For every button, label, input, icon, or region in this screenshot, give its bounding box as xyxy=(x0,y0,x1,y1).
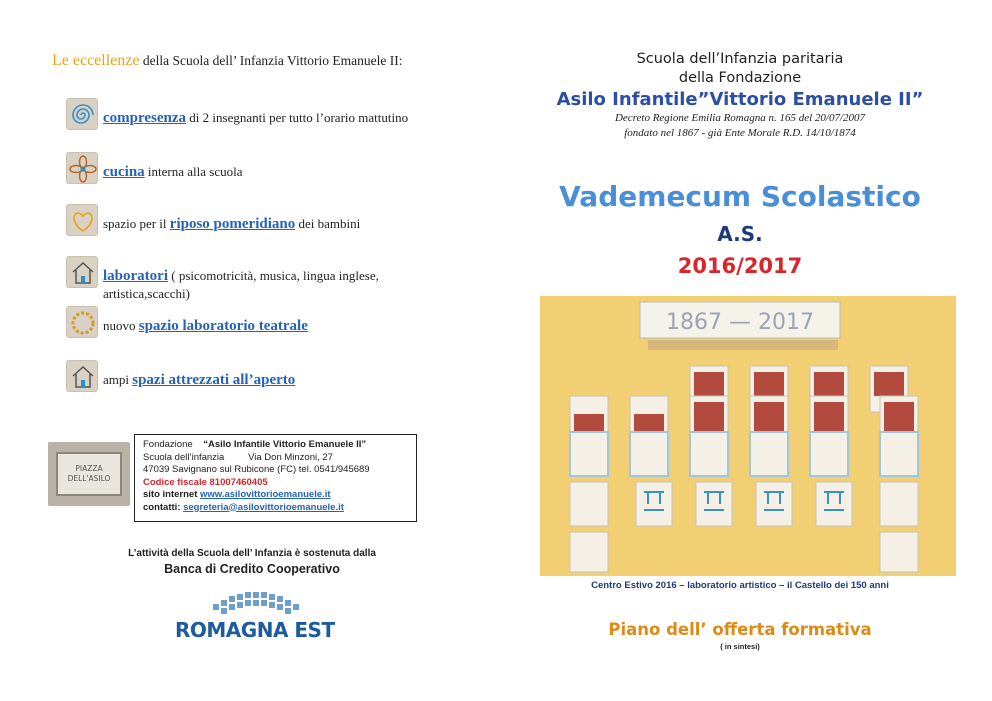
spiral-tile-icon xyxy=(66,98,98,130)
sponsor-block: L’attività della Scuola dell’ Infanzia è sostenuta dalla Banca di Credito Cooperativo xyxy=(128,548,376,576)
feature-link-aperto[interactable]: spazi attrezzati all’aperto xyxy=(132,372,296,388)
school-year: 2016/2017 xyxy=(677,254,803,278)
feature-item: laboratori ( psicomotricità, musica, lingua inglese, artistica,scacchi) xyxy=(66,256,466,306)
feature-link-teatrale[interactable]: spazio laboratorio teatrale xyxy=(138,318,308,334)
school-year-label: A.S. xyxy=(717,222,763,246)
feature-link-laboratori[interactable]: laboratori xyxy=(103,268,168,284)
castle-mosaic-photo xyxy=(540,296,956,576)
heart-tile-icon xyxy=(66,204,98,236)
feature-item: nuovo spazio laboratorio teatrale xyxy=(66,306,466,342)
bank-logo-icon xyxy=(205,586,305,616)
svg-text:1867 — 2017: 1867 — 2017 xyxy=(666,310,814,335)
intro-text: della Scuola dell’ Infanzia Vittorio Emanuele II: xyxy=(142,53,403,68)
bank-logo-text: ROMAGNA EST xyxy=(175,618,335,642)
house-tile-icon xyxy=(66,256,98,288)
house-tile-icon xyxy=(66,360,98,392)
website-link[interactable]: www.asilovittorioemanuele.it xyxy=(200,489,331,500)
feature-item: cucina interna alla scuola xyxy=(66,152,466,188)
page-title: Vademecum Scolastico xyxy=(559,180,921,213)
flower-tile-icon xyxy=(66,152,98,184)
pof-subtitle: ( in sintesi) xyxy=(720,642,760,651)
street-plate-photo: PIAZZA DELL'ASILO xyxy=(48,442,130,506)
feature-link-compresenza[interactable]: compresenza xyxy=(103,110,187,126)
intro-highlight: Le eccellenze xyxy=(52,52,140,69)
feature-link-riposo[interactable]: riposo pomeridiano xyxy=(169,216,296,232)
feature-item: compresenza di 2 insegnanti per tutto l’orario mattutino xyxy=(66,98,466,134)
intro-line xyxy=(52,52,402,70)
school-name: Asilo Infantile”Vittorio Emanuele II” xyxy=(556,89,924,110)
ring-tile-icon xyxy=(66,306,98,338)
pof-title: Piano dell’ offerta formativa xyxy=(608,620,872,639)
email-link[interactable]: segreteria@asilovittorioemanuele.it xyxy=(183,501,344,513)
feature-item: spazio per il riposo pomeridiano dei bambini xyxy=(66,204,466,240)
feature-item: ampi spazi attrezzati all’aperto xyxy=(66,360,466,396)
contact-box: Fondazione “Asilo Infantile Vittorio Emanuele II” Scuola dell’infanzia Via Don Minzoni, 27 47039 Savignano sul Rubicone (FC) tel. 0541/945689 Codice fiscale 81007460405 sito internet www.asilovittorioemanuele.it contatti: segreteria@asilovittorioemanuele.it xyxy=(134,434,417,522)
school-header: Scuola dell’Infanzia paritaria della Fondazione Asilo Infantile”Vittorio Emanuele II” Decreto Regione Emilia Romagna n. 165 del 20/07/2007 fondato nel 1867 - già Ente Morale R.D. 14/10/1874 xyxy=(540,50,940,141)
feature-link-cucina[interactable]: cucina xyxy=(103,164,145,180)
photo-caption: Centro Estivo 2016 – laboratorio artistico – il Castello dei 150 anni xyxy=(591,580,889,591)
